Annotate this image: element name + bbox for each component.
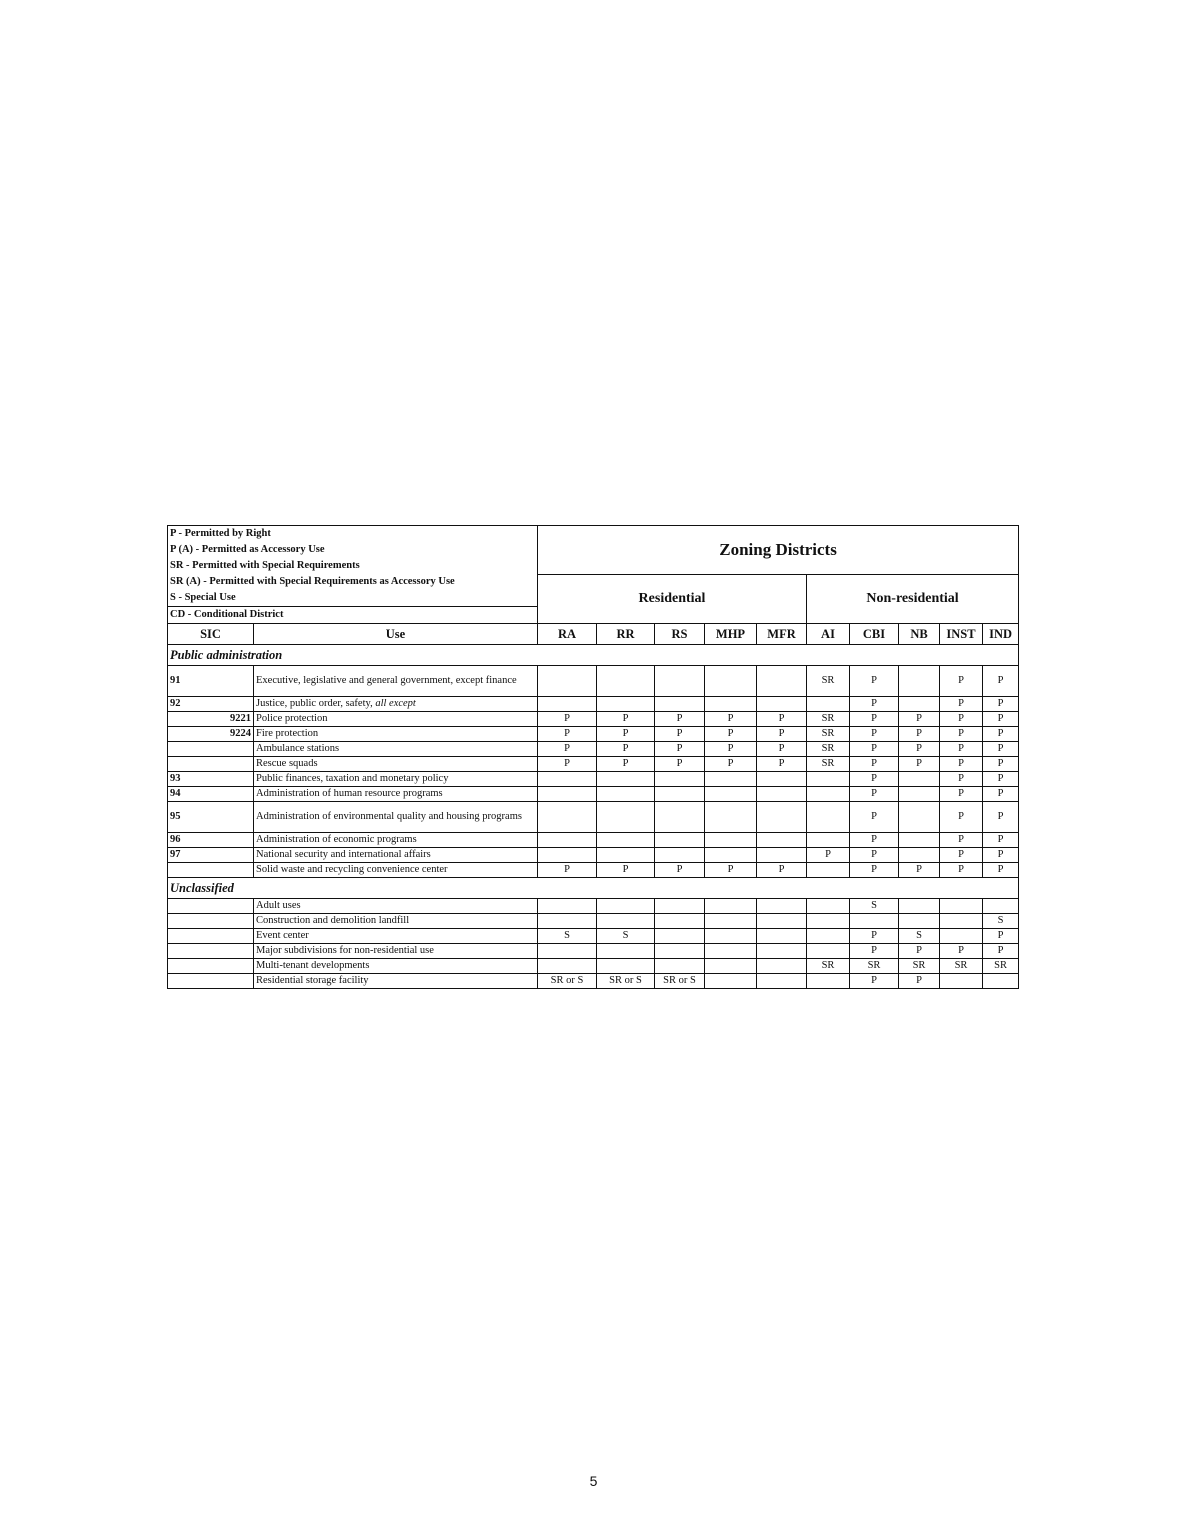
permission-cell: SR (850, 959, 899, 974)
permission-cell: P (899, 757, 940, 772)
column-header-district: RA (538, 624, 597, 645)
use-cell (254, 929, 538, 944)
permission-cell (538, 944, 597, 959)
permission-cell: P (899, 863, 940, 878)
permission-cell (538, 914, 597, 929)
permission-cell: P (757, 863, 807, 878)
permission-cell (940, 914, 983, 929)
permission-cell (655, 787, 705, 802)
permission-cell (597, 802, 655, 833)
permission-cell: P (655, 727, 705, 742)
permission-cell: P (940, 833, 983, 848)
use-cell (254, 802, 538, 833)
permission-cell: P (597, 757, 655, 772)
permission-cell (597, 833, 655, 848)
permission-cell (597, 697, 655, 712)
permission-cell: P (850, 772, 899, 787)
permission-cell (899, 914, 940, 929)
permission-cell (807, 899, 850, 914)
use-text: Justice, public order, safety, (256, 698, 373, 709)
permission-cell (757, 974, 807, 989)
permission-cell (655, 666, 705, 697)
permission-cell: SR (807, 666, 850, 697)
use-cell (254, 742, 538, 757)
permission-cell (538, 848, 597, 863)
use-cell (254, 666, 538, 697)
permission-cell: SR (940, 959, 983, 974)
permission-cell: P (940, 666, 983, 697)
permission-cell: P (850, 697, 899, 712)
permission-cell: P (850, 712, 899, 727)
permission-cell: P (983, 863, 1019, 878)
permission-cell: P (899, 712, 940, 727)
legend-item: SR (A) - Permitted with Special Requirements as Accessory Use (170, 576, 455, 587)
permission-cell: P (983, 929, 1019, 944)
permission-cell (850, 914, 899, 929)
permission-cell (655, 944, 705, 959)
column-header-district: CBI (850, 624, 899, 645)
table-body (168, 645, 1019, 989)
permission-cell (705, 959, 757, 974)
table-row (168, 848, 1019, 863)
use-text: Administration of economic programs (256, 834, 417, 845)
permission-cell (807, 787, 850, 802)
column-header-district: RS (655, 624, 705, 645)
use-text: Fire protection (256, 728, 319, 739)
use-cell (254, 959, 538, 974)
table-row (168, 727, 1019, 742)
permission-cell: S (899, 929, 940, 944)
use-text: Multi-tenant developments (256, 960, 370, 971)
permission-cell (807, 697, 850, 712)
table-row (168, 914, 1019, 929)
column-header-sic: SIC (168, 624, 254, 645)
permission-cell (655, 833, 705, 848)
permission-cell (538, 697, 597, 712)
use-cell (254, 727, 538, 742)
permission-cell (705, 833, 757, 848)
permission-cell: P (850, 833, 899, 848)
permission-cell (807, 944, 850, 959)
permission-cell (705, 929, 757, 944)
use-cell (254, 772, 538, 787)
permission-cell: P (940, 863, 983, 878)
permission-cell (757, 833, 807, 848)
permission-cell (705, 944, 757, 959)
permission-cell: P (850, 727, 899, 742)
permission-cell: P (655, 742, 705, 757)
sic-code-cell (168, 899, 254, 914)
permission-cell (705, 802, 757, 833)
sic-code-cell (168, 929, 254, 944)
section-header-row (168, 878, 1019, 899)
permission-cell: P (850, 787, 899, 802)
permission-cell: P (983, 712, 1019, 727)
use-text: Construction and demolition landfill (256, 915, 410, 926)
legend-item: P (A) - Permitted as Accessory Use (170, 544, 325, 555)
column-header-district: RR (597, 624, 655, 645)
use-cell (254, 914, 538, 929)
permission-cell (597, 848, 655, 863)
permission-cell: P (983, 787, 1019, 802)
permission-cell: P (940, 772, 983, 787)
table-row (168, 666, 1019, 697)
permission-cell: SR (983, 959, 1019, 974)
permission-cell: P (983, 772, 1019, 787)
column-header-district: MFR (757, 624, 807, 645)
permission-cell (899, 666, 940, 697)
table-row (168, 833, 1019, 848)
use-text: Solid waste and recycling convenience center (256, 864, 448, 875)
permission-cell (597, 787, 655, 802)
permission-cell: P (757, 757, 807, 772)
use-text: Major subdivisions for non-residential use (256, 945, 434, 956)
permission-cell: P (983, 757, 1019, 772)
table-row (168, 899, 1019, 914)
group-header-residential: Residential (538, 575, 807, 624)
use-text: Event center (256, 930, 309, 941)
permission-cell (899, 833, 940, 848)
sic-code-cell: 96 (168, 833, 254, 848)
permission-cell: S (850, 899, 899, 914)
permission-cell (899, 787, 940, 802)
permission-cell: P (538, 863, 597, 878)
permission-cell: P (538, 712, 597, 727)
permission-cell: SR (807, 727, 850, 742)
use-qualifier: all except (375, 698, 416, 709)
permission-cell (538, 833, 597, 848)
permission-cell (655, 697, 705, 712)
section-title: Unclassified (168, 878, 1019, 899)
permission-cell (899, 772, 940, 787)
group-header-nonresidential: Non-residential (807, 575, 1019, 624)
permission-cell: P (850, 757, 899, 772)
permission-cell (597, 914, 655, 929)
permission-cell: P (940, 727, 983, 742)
table-row (168, 712, 1019, 727)
sic-code-cell: 94 (168, 787, 254, 802)
use-cell (254, 848, 538, 863)
permission-cell (705, 772, 757, 787)
section-title: Public administration (168, 645, 1019, 666)
permission-cell: P (850, 944, 899, 959)
permission-cell: SR (899, 959, 940, 974)
table-row (168, 742, 1019, 757)
permission-cell: P (538, 757, 597, 772)
permission-cell: SR or S (538, 974, 597, 989)
permission-cell (757, 899, 807, 914)
legend-item: CD - Conditional District (168, 606, 537, 623)
permission-cell (757, 944, 807, 959)
permission-cell (705, 697, 757, 712)
permission-cell: P (850, 974, 899, 989)
sic-code-cell (168, 974, 254, 989)
permission-cell: P (597, 712, 655, 727)
permission-cell: SR (807, 959, 850, 974)
permission-cell (705, 914, 757, 929)
permission-cell (705, 974, 757, 989)
permission-cell (655, 929, 705, 944)
permission-cell: P (983, 802, 1019, 833)
table-row (168, 974, 1019, 989)
permission-cell (899, 697, 940, 712)
permission-cell (899, 848, 940, 863)
permission-cell (655, 959, 705, 974)
permission-cell: P (807, 848, 850, 863)
table-row (168, 929, 1019, 944)
permission-cell: P (655, 863, 705, 878)
permission-cell: P (940, 787, 983, 802)
column-header-district: INST (940, 624, 983, 645)
permission-cell (757, 802, 807, 833)
permission-cell (807, 914, 850, 929)
permission-cell (705, 848, 757, 863)
use-text: National security and international affairs (256, 849, 431, 860)
legend-item: S - Special Use (170, 592, 236, 603)
permission-cell (597, 772, 655, 787)
permission-cell (597, 666, 655, 697)
use-text: Residential storage facility (256, 975, 369, 986)
legend-item: P - Permitted by Right (170, 528, 271, 539)
permission-cell: P (850, 802, 899, 833)
permission-cell: P (940, 742, 983, 757)
section-header-row (168, 645, 1019, 666)
table-row (168, 959, 1019, 974)
permission-cell: P (940, 757, 983, 772)
permission-cell (538, 787, 597, 802)
permission-cell (705, 787, 757, 802)
permission-cell: SR (807, 757, 850, 772)
sic-code-cell: 93 (168, 772, 254, 787)
permission-cell (538, 666, 597, 697)
permission-cell: P (983, 833, 1019, 848)
permission-cell: P (655, 757, 705, 772)
sic-code-cell (168, 959, 254, 974)
permission-cell: P (940, 944, 983, 959)
sic-code-cell: 9224 (168, 727, 254, 742)
permission-cell: P (983, 727, 1019, 742)
permission-cell: P (983, 742, 1019, 757)
permission-cell: SR or S (655, 974, 705, 989)
permission-cell (807, 833, 850, 848)
use-text: Public finances, taxation and monetary policy (256, 773, 449, 784)
permission-cell: S (597, 929, 655, 944)
use-text: Administration of environmental quality and housing programs (256, 811, 522, 822)
permission-cell (807, 772, 850, 787)
permission-cell (807, 863, 850, 878)
permission-cell: P (597, 727, 655, 742)
permission-cell: P (850, 742, 899, 757)
table-row (168, 863, 1019, 878)
use-cell (254, 974, 538, 989)
use-cell (254, 863, 538, 878)
permission-cell (940, 899, 983, 914)
permission-cell (597, 899, 655, 914)
permission-cell: P (705, 742, 757, 757)
permission-cell: P (899, 974, 940, 989)
column-header-district: IND (983, 624, 1019, 645)
sic-code-cell: 95 (168, 802, 254, 833)
legend-item: SR - Permitted with Special Requirements (170, 560, 360, 571)
permission-cell (538, 959, 597, 974)
permission-cell (757, 772, 807, 787)
permission-cell (807, 929, 850, 944)
permission-cell: P (940, 848, 983, 863)
permission-cell: P (983, 697, 1019, 712)
use-cell (254, 787, 538, 802)
permission-cell: P (705, 757, 757, 772)
permission-cell: P (983, 666, 1019, 697)
permission-cell (807, 974, 850, 989)
table-row (168, 787, 1019, 802)
permission-cell: P (538, 742, 597, 757)
permission-cell: SR (807, 712, 850, 727)
permission-cell (899, 899, 940, 914)
permission-cell (538, 772, 597, 787)
use-cell (254, 712, 538, 727)
use-text: Adult uses (256, 900, 301, 911)
column-header-district: AI (807, 624, 850, 645)
permission-cell: P (850, 848, 899, 863)
permission-cell: P (538, 727, 597, 742)
column-header-district: MHP (705, 624, 757, 645)
permission-cell (757, 666, 807, 697)
permission-cell: P (940, 712, 983, 727)
sic-code-cell (168, 757, 254, 772)
table-row (168, 697, 1019, 712)
sic-code-cell: 97 (168, 848, 254, 863)
sic-code-cell (168, 914, 254, 929)
table-row (168, 802, 1019, 833)
use-text: Rescue squads (256, 758, 318, 769)
permission-cell: P (983, 848, 1019, 863)
permission-cell: P (705, 727, 757, 742)
permission-cell (655, 802, 705, 833)
column-header-use: Use (254, 624, 538, 645)
permission-cell: P (899, 727, 940, 742)
permission-cell (538, 802, 597, 833)
use-cell (254, 757, 538, 772)
permission-cell (655, 848, 705, 863)
permission-cell (757, 848, 807, 863)
permission-cell (757, 959, 807, 974)
permission-cell: P (899, 742, 940, 757)
permission-cell: P (705, 712, 757, 727)
permission-cell (757, 697, 807, 712)
permission-cell: P (597, 863, 655, 878)
permission-cell (705, 666, 757, 697)
zoning-use-table (167, 525, 1019, 989)
sic-code-cell: 9221 (168, 712, 254, 727)
permission-cell: P (757, 727, 807, 742)
permission-cell: P (757, 742, 807, 757)
table-row (168, 944, 1019, 959)
permission-cell (757, 929, 807, 944)
sic-code-cell (168, 742, 254, 757)
sic-code-cell (168, 944, 254, 959)
use-text: Executive, legislative and general government, except finance (256, 675, 517, 686)
use-cell (254, 697, 538, 712)
permission-cell: S (538, 929, 597, 944)
permission-cell (757, 787, 807, 802)
use-text: Ambulance stations (256, 743, 340, 754)
table-row (168, 772, 1019, 787)
permission-cell: S (983, 914, 1019, 929)
permission-cell (538, 899, 597, 914)
permission-cell: P (850, 863, 899, 878)
permission-cell (655, 914, 705, 929)
permission-cell: P (983, 944, 1019, 959)
legend (168, 526, 538, 624)
permission-cell: P (655, 712, 705, 727)
permission-cell (983, 974, 1019, 989)
use-cell (254, 899, 538, 914)
permission-cell (597, 944, 655, 959)
sic-code-cell (168, 863, 254, 878)
column-header-district: NB (899, 624, 940, 645)
permission-cell: P (940, 697, 983, 712)
use-cell (254, 833, 538, 848)
permission-cell (705, 899, 757, 914)
permission-cell (757, 914, 807, 929)
permission-cell (655, 899, 705, 914)
permission-cell (899, 802, 940, 833)
use-cell (254, 944, 538, 959)
table-title: Zoning Districts (538, 526, 1019, 575)
page-number: 5 (589, 1473, 598, 1489)
permission-cell: P (850, 666, 899, 697)
permission-cell (983, 899, 1019, 914)
permission-cell: P (850, 929, 899, 944)
permission-cell: SR or S (597, 974, 655, 989)
permission-cell: P (597, 742, 655, 757)
permission-cell (655, 772, 705, 787)
use-text: Administration of human resource programs (256, 788, 443, 799)
permission-cell (940, 974, 983, 989)
permission-cell: P (705, 863, 757, 878)
permission-cell: SR (807, 742, 850, 757)
permission-cell: P (757, 712, 807, 727)
table-row (168, 757, 1019, 772)
permission-cell: P (940, 802, 983, 833)
use-text: Police protection (256, 713, 328, 724)
sic-code-cell: 91 (168, 666, 254, 697)
sic-code-cell: 92 (168, 697, 254, 712)
permission-cell (597, 959, 655, 974)
permission-cell: P (899, 944, 940, 959)
permission-cell (807, 802, 850, 833)
permission-cell (940, 929, 983, 944)
